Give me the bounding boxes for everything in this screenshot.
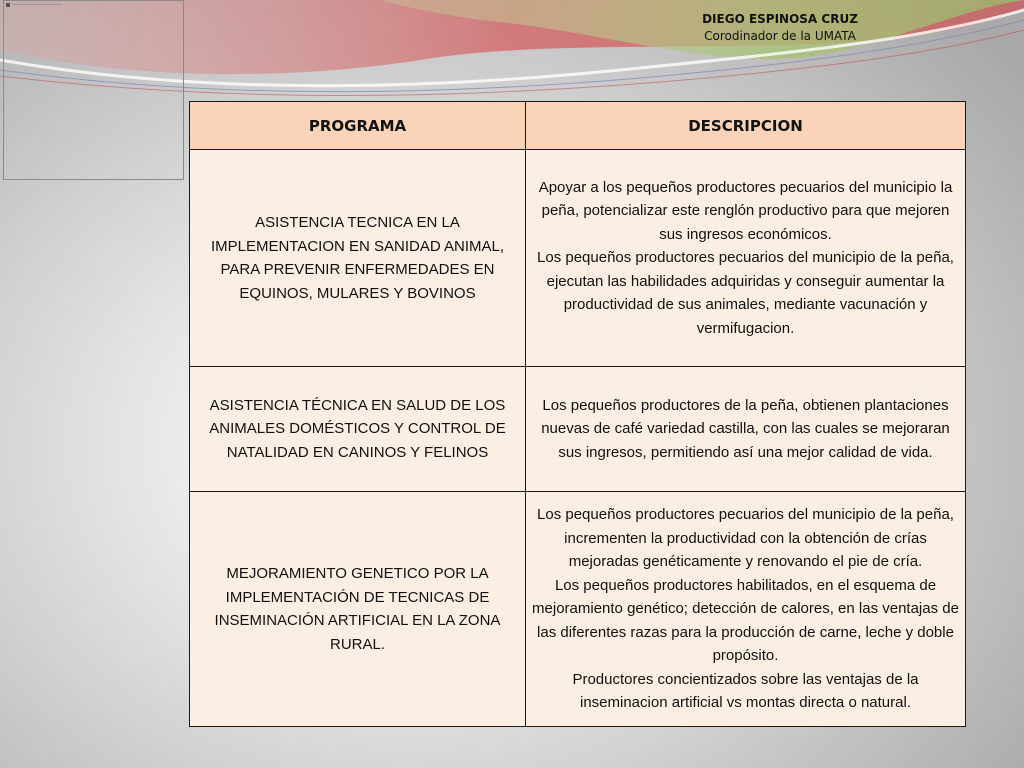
descripcion-cell <box>526 492 966 727</box>
programa-text: MEJORAMIENTO GENETICO POR LA IMPLEMENTACIÓN DE TECNICAS DE INSEMINACIÓN ARTIFICIAL EN LA ZONA RURAL. <box>214 565 501 653</box>
descripcion-cell <box>526 150 966 367</box>
descripcion-paragraph: Productores concientizados sobre las ventajas de la inseminacion artificial vs montas directa o natural. <box>572 670 919 712</box>
programa-text: ASISTENCIA TÉCNICA EN SALUD DE LOS ANIMALES DOMÉSTICOS Y CONTROL DE NATALIDAD EN CANINOS Y FELINOS <box>209 396 506 461</box>
author-name: DIEGO ESPINOSA CRUZ <box>702 12 858 26</box>
thumbnail-caption-line <box>12 4 62 5</box>
author-role: Corodinador de la UMATA <box>704 29 856 43</box>
thumbnail-marker <box>6 3 10 7</box>
table-row <box>190 492 966 727</box>
table-row <box>190 150 966 367</box>
table-row <box>190 367 966 492</box>
slide-thumbnail-frame <box>3 0 184 180</box>
programa-text: ASISTENCIA TECNICA EN LA IMPLEMENTACION EN SANIDAD ANIMAL, PARA PREVENIR ENFERMEDADES EN EQUINOS, MULARES Y BOVINOS <box>210 214 505 302</box>
slide-header <box>640 11 920 45</box>
descripcion-paragraph: Apoyar a los pequeños productores pecuarios del municipio la peña, potencializar este renglón productivo para que mejoren sus ingresos económicos. <box>538 178 953 243</box>
descripcion-paragraph: Los pequeños productores de la peña, obtienen plantaciones nuevas de café variedad castilla, con las cuales se mejoraran sus ingresos, permitiendo así una mejor calidad de vida. <box>541 396 950 461</box>
programa-cell <box>190 150 526 367</box>
column-header-descripcion: DESCRIPCION <box>526 102 966 150</box>
descripcion-cell <box>526 367 966 492</box>
table-header-row <box>190 102 966 150</box>
column-header-programa: PROGRAMA <box>190 102 526 150</box>
descripcion-paragraph: Los pequeños productores habilitados, en el esquema de mejoramiento genético; detección de calores, en las ventajas de las diferentes razas para la producción de carne, leche y doble propósito. <box>532 576 959 665</box>
programs-table <box>189 101 966 727</box>
programa-cell <box>190 492 526 727</box>
descripcion-paragraph: Los pequeños productores pecuarios del municipio de la peña, ejecutan las habilidades adquiridas y conseguir aumentar la productividad de sus animales, mediante vacunación y vermifugacion. <box>537 249 954 337</box>
programa-cell <box>190 367 526 492</box>
descripcion-paragraph: Los pequeños productores pecuarios del municipio de la peña, incrementen la productividad con la obtención de crías mejoradas genéticamente y renovando el pie de cría. <box>537 506 954 571</box>
